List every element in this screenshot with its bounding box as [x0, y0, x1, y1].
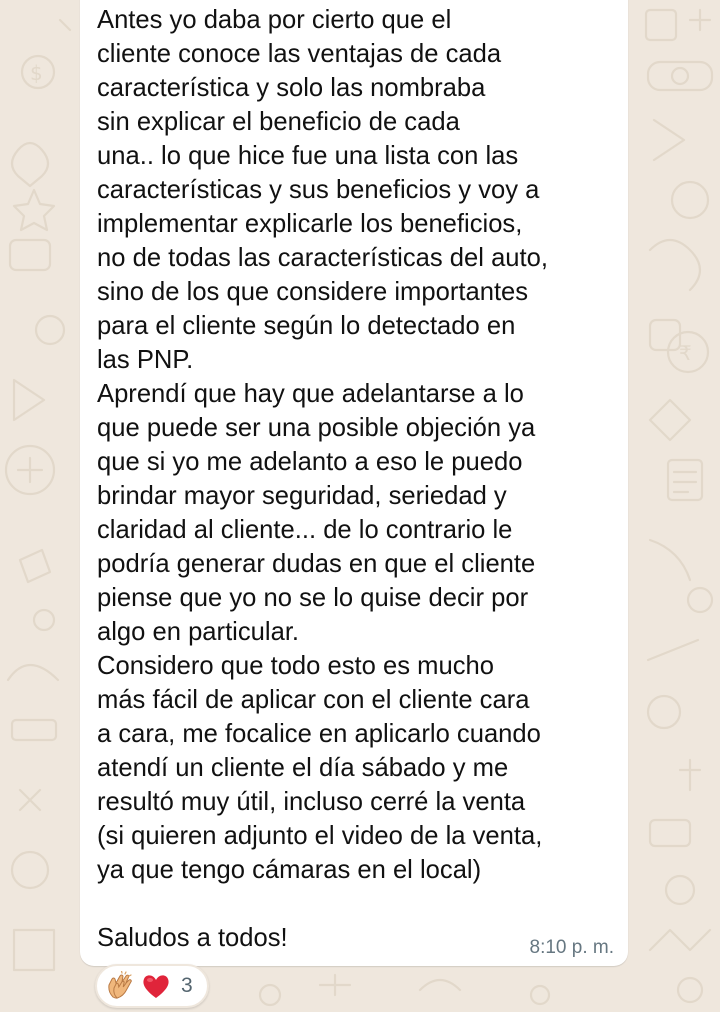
- clapping-hands-icon: [105, 971, 135, 1001]
- svg-text:₹: ₹: [679, 341, 692, 365]
- message-timestamp: 8:10 p. m.: [529, 937, 614, 958]
- svg-text:$: $: [30, 61, 43, 85]
- reaction-count: 3: [181, 974, 193, 997]
- message-text: Antes yo daba por cierto que el cliente conoce las ventajas de cada característica y solo las nombraba sin explicar el beneficio de cada una.. lo que hice fue una lista con las características y sus beneficios y voy a implementar explicarle los beneficios, no de todas las características del auto, sino de los que considere importantes para el cliente según lo detectado en las PNP. Aprendí que hay que adelantarse a lo que puede ser una posible objeción ya que si yo me adelanto a eso le puedo brindar mayor seguridad, seriedad y claridad al cliente... de lo contrario le podría generar dudas en que el cliente piense que yo no se lo quise decir por algo en particular. Considero que todo esto es mucho más fácil de aplicar con el cliente cara a cara, me focalice en aplicarlo cuando atendí un cliente el día sábado y me resultó muy útil, incluso cerré la venta (si quieren adjunto el video de la venta, ya que tengo cámaras en el local) Saludos a todos!: [97, 6, 548, 952]
- red-heart-icon: [141, 971, 171, 1001]
- reactions-pill[interactable]: [95, 964, 209, 1008]
